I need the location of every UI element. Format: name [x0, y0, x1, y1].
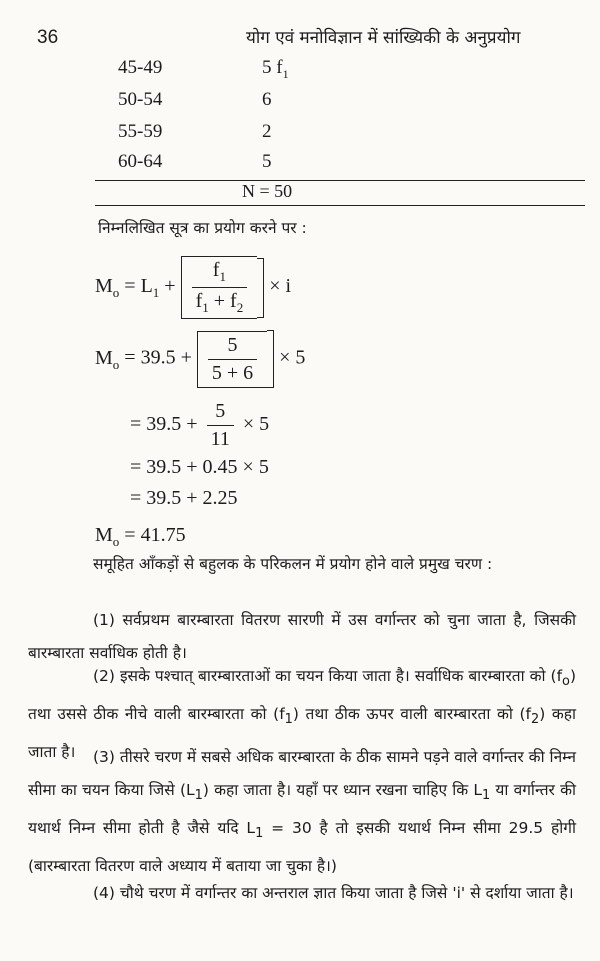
- page-number: 36: [37, 27, 59, 48]
- step-3: (3) तीसरे चरण में सबसे अधिक बारम्बारता के ठीक सामने पड़ने वाले वर्गान्तर की निम्न सीमा का चयन किया जिसे $(L_1)$ कहा जाता है। यहाँ पर ध्यान रखना चाहिए कि $L_1$ या वर्गान्तर की यथार्थ निम्न सीमा होती है जैसे यदि $L_1 = 30$ है तो इसकी यथार्थ निम्न सीमा 29.5 होगी (बारम्बारता वितरण वाले अध्याय में बताया जा चुका है।): [28, 748, 576, 876]
- fraction: $\frac{5}{5 + 6}$: [208, 334, 257, 385]
- step-2: (2) इसके पश्चात् बारम्बारताओं का चयन किया जाता है। सर्वाधिक बारम्बारता को $(f_o)$ तथा उससे ठीक नीचे वाली बारम्बारता को $(f_1)$ तथा ठीक ऊपर वाली बारम्बारता को $(f_2)$ कहा जाता है।: [28, 667, 576, 762]
- formula-line-1: $M_o = L_1$ + $\frac{f_1}{f_1 + f_2}$ × i: [95, 256, 291, 319]
- table-rule-top: [95, 180, 585, 181]
- steps-intro: समूहित आँकड़ों से बहुलक के परिकलन में प्रयोग होने वाले प्रमुख चरण :: [93, 555, 493, 573]
- frequency: 2: [262, 121, 272, 142]
- table-row: [118, 57, 289, 81]
- step-1: (1) सर्वप्रथम बारम्बारता वितरण सारणी में उस वर्गान्तर को चुना जाता है, जिसकी बारम्बारता सर्वाधिक होती है।: [28, 611, 576, 662]
- table-rule-bottom: [95, 205, 585, 206]
- class-interval: 55-59: [118, 121, 163, 142]
- formula-intro: निम्नलिखित सूत्र का प्रयोग करने पर :: [98, 219, 307, 237]
- formula-result: $M_o = 41.75$: [95, 524, 186, 549]
- formula-line-3: = 39.5 + $\frac{5}{11}$ × 5: [130, 400, 270, 450]
- table-row: [118, 121, 272, 143]
- class-interval: 45-49: [118, 57, 163, 78]
- book-title: योग एवं मनोविज्ञान में सांख्यिकी के अनुप्रयोग: [246, 28, 521, 48]
- formula-line-2: $M_o = 39.5$ + $\frac{5}{5 + 6}$ × 5: [95, 330, 305, 388]
- fraction: $\frac{5}{11}$: [207, 400, 234, 451]
- frequency: 5 $f_1$: [262, 57, 289, 81]
- frequency: 6: [262, 89, 272, 110]
- class-interval: 50-54: [118, 89, 163, 110]
- step-4: (4) चौथे चरण में वर्गान्तर का अन्तराल ज्ञात किया जाता है जिसे 'i' से दर्शाया जाता है।: [93, 884, 574, 902]
- formula-line-4: = 39.5 + 0.45 × 5: [130, 456, 269, 478]
- class-interval: 60-64: [118, 151, 163, 172]
- formula-line-5: = 39.5 + 2.25: [130, 487, 238, 509]
- fraction: $\frac{f_1}{f_1 + f_2}$: [192, 259, 248, 316]
- table-total: N = 50: [242, 181, 293, 201]
- table-row: [118, 151, 272, 173]
- table-row: [118, 89, 272, 111]
- frequency: 5: [262, 151, 272, 172]
